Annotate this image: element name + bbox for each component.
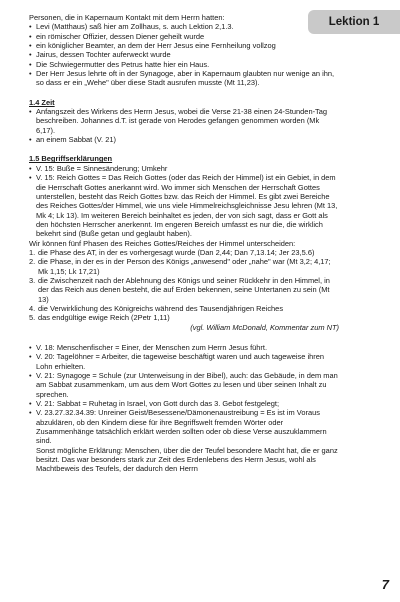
citation [29, 323, 339, 332]
phase-item [29, 313, 339, 322]
list-item: • Levi (Matthaus) saß hier am Zollhaus, s. auch Lektion 2,1.3. [29, 22, 339, 31]
list-item: • Jairus, dessen Tochter auferweckt wurde [29, 50, 339, 59]
phases-intro: Wir können fünf Phasen des Reiches Gottes/Reiches der Himmel unterscheiden: [29, 238, 296, 248]
begriffe-list-2 [29, 343, 339, 446]
list-item: • ein römischer Offizier, dessen Diener geheilt wurde [29, 32, 339, 41]
section-heading-zeit: 1.4 Zeit [29, 97, 55, 107]
phase-number: 4. [29, 303, 36, 313]
phase-item [29, 276, 339, 304]
intro-list [29, 22, 339, 87]
list-item: • V. 15: Reich Gottes = Das Reich Gottes (oder das Reich der Himmel) ist ein Gebiet, in dem die Herrschaft Gottes anerkannt wird. Wo immer sich Menschen der Herrschaft Gottes unterstellen, besteht das Reich Gottes bzw. das Reich der Himmel. Es gibt zwei Bereiche des Reiches Gottes/der Himmel, wie uns viele Himmelreichsgleichnisse Jesu lehren (Mt 13, Mk 4; Lk 13). Im weiteren Bereich beinhaltet es jeden, der von sich sagt, dass er Gott als den höchsten Herrscher anerkennt. Im engeren Bereich umfasst es nur die, die wirklich bekehrt sind (Buße getan und geglaubt haben). [29, 173, 339, 238]
list-item: • V. 21: Sabbat = Ruhetag in Israel, von Gott durch das 3. Gebot festgelegt; [29, 399, 339, 408]
phase-number: 5. [29, 313, 36, 323]
list-item: • ein königlicher Beamter, an dem der Herr Jesus eine Fernheilung vollzog [29, 41, 339, 50]
list-item: • Anfangszeit des Wirkens des Herrn Jesus, wobei die Verse 21-38 einen 24-Stunden-Tag beschreiben. Johannes d.T. ist gerade von Herodes gefangen genommen worden (Mk 6,17). [29, 107, 339, 135]
trailing-paragraph: Sonst mögliche Erklärung: Menschen, über die der Teufel besondere Macht hat, die er ganz besitzt. Das war besonders stark zur Zeit des Erdenlebens des Herrn Jesus, wohl als Machtbeweis des Teufels, der dadurch den Herrn [36, 445, 338, 474]
page-number: 7 [381, 577, 389, 592]
phase-text: die Zwischenzeit nach der Ablehnung des Königs und seiner Rückkehr in den Himmel, in der das Reich aus denen besteht, die auf Erden bekennen, seine Untertanen zu sein (Mt 13) [38, 275, 330, 304]
list-item: • Der Herr Jesus lehrte oft in der Synagoge, aber in Kapernaum glaubten nur wenige an ihn, so dass er ein „Wehe" über diese Stadt ausrufen musste (Mt 11,23). [29, 69, 339, 88]
list-item: • an einem Sabbat (V. 21) [29, 135, 339, 144]
phase-number: 1. [29, 247, 36, 257]
phase-item [29, 304, 339, 313]
page-content [29, 13, 339, 474]
list-item: • V. 23.27.32.34.39: Unreiner Geist/Besessene/Dämonenaustreibung = Es ist im Voraus abzuklären, ob den Kindern diese für ihre Begriffswelt fremden Wörter oder Zusammenhänge tatsächlich erklärt werden sollten oder ob diese Verse auszuklammern sind. [29, 408, 339, 445]
phase-item [29, 257, 339, 276]
begriffe-list [29, 164, 339, 239]
intro-lead: Personen, die in Kapernaum Kontakt mit dem Herrn hatten: [29, 13, 225, 22]
phase-text: die Phase des AT, in der es vorhergesagt wurde (Dan 2,44; Dan 7,13.14; Jer 23,5.6) [38, 247, 315, 257]
list-item: • V. 21: Synagoge = Schule (zur Unterweisung in der Bibel), auch: das Gebäude, in dem man am Sabbat zusammenkam, um aus dem Wort Gottes zu lesen und über seinen Inhalt zu sprechen. [29, 371, 339, 399]
list-item: • V. 15: Buße = Sinnesänderung; Umkehr [29, 164, 339, 173]
list-item: • Die Schwiegermutter des Petrus hatte hier ein Haus. [29, 60, 339, 69]
list-item: • V. 20: Tagelöhner = Arbeiter, die tageweise beschäftigt waren und auch tageweise ihren Lohn erhielten. [29, 352, 339, 371]
phase-number: 3. [29, 275, 36, 285]
chapter-tab-label: Lektion 1 [328, 16, 380, 28]
phase-text: die Phase, in der es in der Person des Königs „anwesend" oder „nahe" war (Mt 3,2; 4,17; Mk 1,15; Lk 17,21) [38, 257, 331, 276]
list-item: • V. 18: Menschenfischer = Einer, der Menschen zum Herrn Jesus führt. [29, 343, 339, 352]
zeit-list [29, 107, 339, 144]
phase-text: die Verwirklichung des Königreichs während des Tausendjährigen Reiches [38, 303, 284, 313]
phase-item [29, 248, 339, 257]
phase-text: das endgültige ewige Reich (2Petr 1,11) [38, 313, 170, 323]
phase-number: 2. [29, 257, 36, 267]
section-heading-begriffe: 1.5 Begriffserklärungen [29, 154, 113, 164]
phases-list [29, 248, 339, 323]
citation-text: (vgl. William McDonald, Kommentar zum NT) [190, 322, 339, 332]
